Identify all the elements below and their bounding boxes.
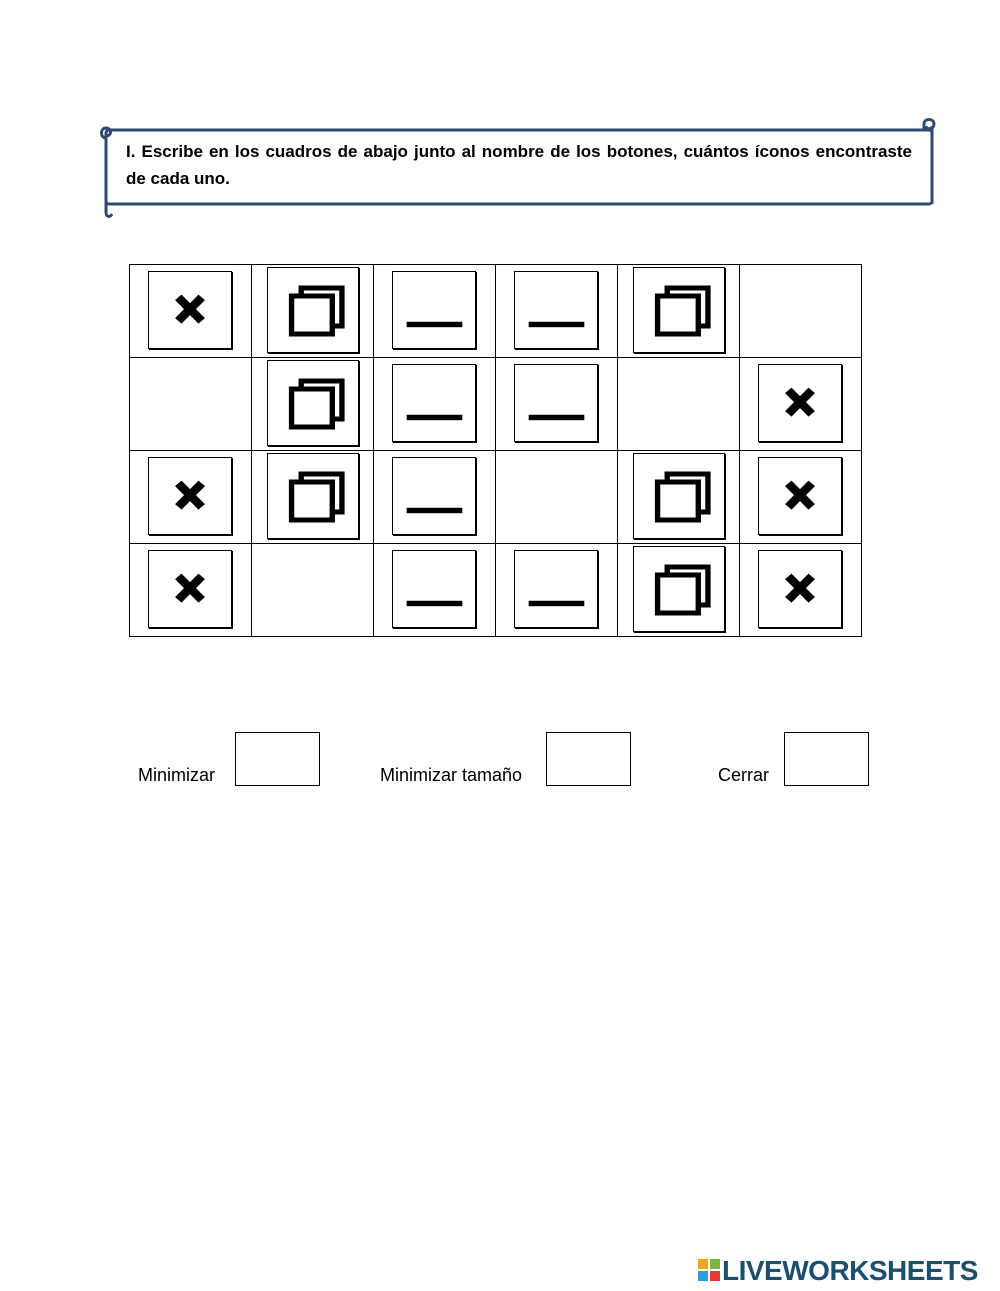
minimize-icon-tile (392, 364, 476, 442)
minimize-icon (393, 365, 475, 441)
instruction-text: I. Escribe en los cuadros de abajo junto al nombre de los botones, cuántos íconos encontraste de cada uno. (126, 142, 912, 188)
close-icon-tile (758, 457, 842, 535)
grid-cell (252, 265, 374, 358)
answer-box-minimizar-tamano[interactable] (546, 732, 631, 786)
logo-text: LIVEWORKSHEETS (722, 1255, 978, 1286)
grid-cell (374, 265, 496, 358)
restore-icon-tile (267, 360, 359, 446)
grid-cell (252, 451, 374, 544)
minimize-icon (393, 272, 475, 348)
grid-cell (130, 265, 252, 358)
restore-icon (268, 361, 358, 445)
grid-cell (496, 265, 618, 358)
restore-icon-tile (633, 267, 725, 353)
restore-icon-tile (633, 453, 725, 539)
minimize-icon-tile (514, 271, 598, 349)
answer-label-cerrar: Cerrar (718, 765, 770, 785)
minimize-icon (515, 365, 597, 441)
close-icon (759, 551, 841, 627)
grid-cell (618, 544, 740, 637)
answer-box-cerrar[interactable] (784, 732, 869, 786)
answer-row (0, 730, 1000, 790)
grid-row (130, 358, 862, 451)
minimize-icon-tile (514, 550, 598, 628)
grid-cell (496, 358, 618, 451)
minimize-icon-tile (514, 364, 598, 442)
grid-cell (130, 358, 252, 451)
grid-row (130, 265, 862, 358)
grid-cell (496, 544, 618, 637)
grid-cell (740, 265, 862, 358)
grid-cell (130, 544, 252, 637)
answer-box-minimizar[interactable] (235, 732, 320, 786)
minimize-icon-tile (392, 271, 476, 349)
restore-icon-tile (267, 453, 359, 539)
restore-icon-tile (633, 546, 725, 632)
grid-row (130, 451, 862, 544)
answer-label-minimizar-tamano: Minimizar tamaño (380, 765, 523, 785)
restore-icon (634, 547, 724, 631)
icon-grid (129, 264, 862, 637)
minimize-icon (393, 551, 475, 627)
minimize-icon (393, 458, 475, 534)
grid-cell (496, 451, 618, 544)
close-icon-tile (148, 457, 232, 535)
close-icon-tile (148, 271, 232, 349)
grid-cell (252, 544, 374, 637)
grid-cell (252, 358, 374, 451)
grid-cell (130, 451, 252, 544)
minimize-icon-tile (392, 457, 476, 535)
minimize-icon-tile (392, 550, 476, 628)
minimize-icon (515, 272, 597, 348)
restore-icon (634, 454, 724, 538)
close-icon (149, 458, 231, 534)
restore-icon (268, 454, 358, 538)
minimize-icon (515, 551, 597, 627)
close-icon (759, 365, 841, 441)
close-icon-tile (758, 550, 842, 628)
grid-cell (618, 451, 740, 544)
close-icon-tile (758, 364, 842, 442)
grid-cell (618, 358, 740, 451)
grid-cell (374, 544, 496, 637)
logo-badge-icon (698, 1259, 720, 1281)
answer-label-minimizar: Minimizar (138, 765, 216, 785)
close-icon (149, 551, 231, 627)
grid-cell (618, 265, 740, 358)
restore-icon (268, 268, 358, 352)
restore-icon-tile (267, 267, 359, 353)
grid-cell (740, 451, 862, 544)
grid-cell (374, 358, 496, 451)
grid-cell (740, 358, 862, 451)
grid-cell (740, 544, 862, 637)
close-icon (759, 458, 841, 534)
grid-row (130, 544, 862, 637)
restore-icon (634, 268, 724, 352)
close-icon (149, 272, 231, 348)
close-icon-tile (148, 550, 232, 628)
grid-cell (374, 451, 496, 544)
